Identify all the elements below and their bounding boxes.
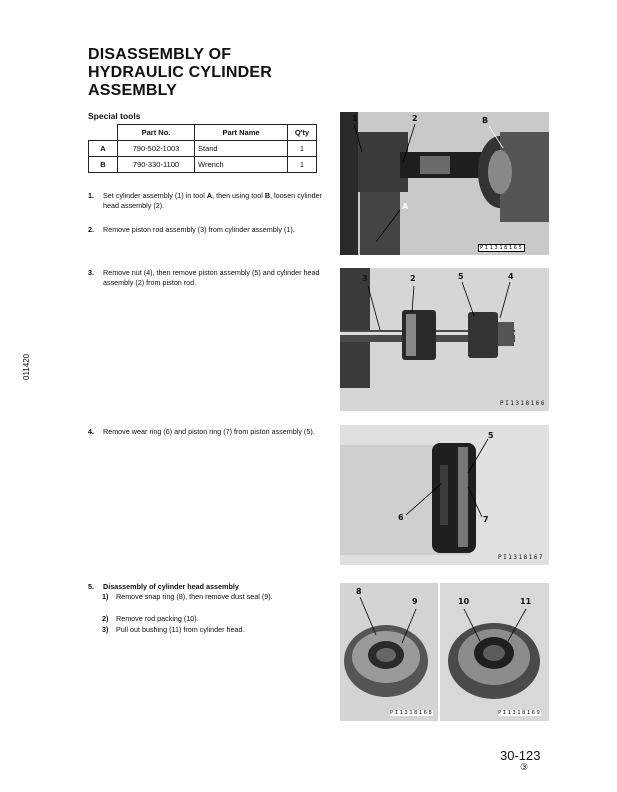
photo-caption: PI1318167 bbox=[498, 554, 545, 561]
table-row: A 790-502-1003 Stand 1 bbox=[89, 141, 317, 157]
photo-caption: PI1318168 bbox=[390, 710, 434, 716]
photo-cylinder-head-front: 8 9 PI1318168 bbox=[340, 583, 438, 721]
step-5: 5. Disassembly of cylinder head assembly 1) Remove snap ring (8), then remove dust seal (9). 2) Remove rod packing (10). 3) Pull out bushing (11) from cylinder head. bbox=[88, 582, 328, 642]
special-tools-table bbox=[88, 124, 317, 173]
col-qty: Q'ty bbox=[288, 125, 317, 141]
piston-assembly-image bbox=[340, 425, 549, 565]
step-1: 1. Set cylinder assembly (1) in tool A, then using tool B, loosen cylinder head assembly (2). bbox=[88, 191, 322, 210]
step-2: 2. Remove piston rod assembly (3) from cylinder assembly (1). bbox=[88, 225, 295, 234]
substep-3: 3) Pull out bushing (11) from cylinder head. bbox=[102, 625, 245, 634]
photo-piston-rod: 3 2 5 4 bbox=[340, 268, 549, 411]
substep-2: 2) Remove rod packing (10). bbox=[102, 614, 199, 623]
page-number: 30-123 bbox=[500, 748, 541, 763]
margin-code: 011420 bbox=[22, 353, 31, 380]
cylinder-stand-image bbox=[340, 112, 549, 255]
photo-caption: PI1318166 bbox=[500, 400, 547, 407]
substep-1: 1) Remove snap ring (8), then remove dust seal (9). bbox=[102, 592, 273, 601]
step-4: 4. Remove wear ring (6) and piston ring (7) from piston assembly (5). bbox=[88, 427, 315, 436]
table-row: B 790-330-1100 Wrench 1 bbox=[89, 157, 317, 173]
photo-caption: PI1318169 bbox=[498, 710, 542, 716]
cylinder-head-back-image bbox=[440, 583, 549, 721]
page-title: DISASSEMBLY OF HYDRAULIC CYLINDER ASSEMBLY bbox=[88, 46, 273, 99]
photo-caption: PI1318165 bbox=[480, 245, 524, 251]
cylinder-head-front-image bbox=[340, 583, 438, 721]
revision-mark: ③ bbox=[520, 762, 529, 772]
photo-cylinder-head-back: 10 11 PI1318169 bbox=[440, 583, 549, 721]
col-part-no: Part No. bbox=[118, 125, 195, 141]
piston-rod-image bbox=[340, 268, 549, 411]
col-part-name: Part Name bbox=[195, 125, 288, 141]
photo-piston-assembly: 5 6 7 PI1318167 bbox=[340, 425, 549, 565]
special-tools-heading: Special tools bbox=[88, 111, 141, 121]
step-3: 3. Remove nut (4), then remove piston assembly (5) and cylinder head assembly (2) from piston rod. bbox=[88, 268, 320, 287]
photo-cylinder-in-stand: 1 2 A B PI1318165 bbox=[340, 112, 549, 255]
